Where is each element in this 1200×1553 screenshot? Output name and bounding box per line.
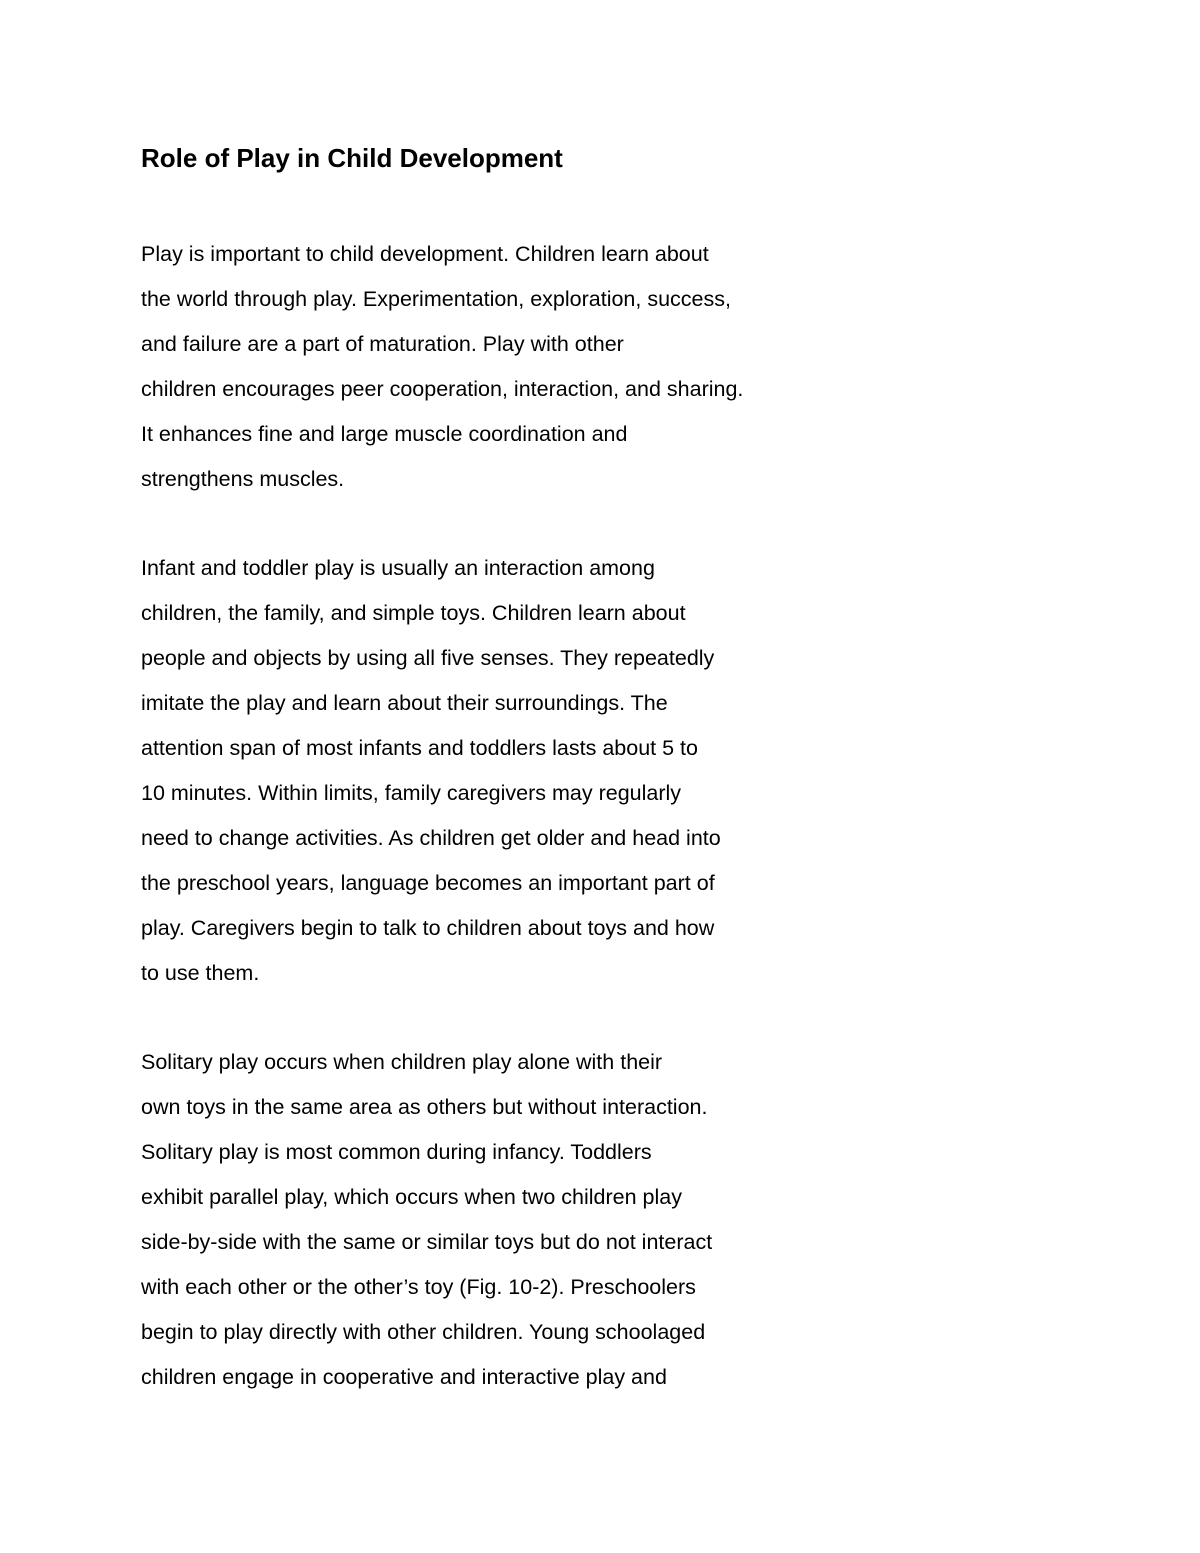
paragraph-1 — [141, 232, 743, 502]
paragraph-line: It enhances fine and large muscle coordination and — [141, 422, 628, 446]
paragraph-line: attention span of most infants and toddlers lasts about 5 to — [141, 736, 698, 760]
paragraph-line: own toys in the same area as others but without interaction. — [141, 1095, 708, 1119]
paragraph-line: children engage in cooperative and interactive play and — [141, 1365, 667, 1389]
paragraph-line: side-by-side with the same or similar toys but do not interact — [141, 1230, 713, 1254]
paragraph-line: the world through play. Experimentation, exploration, success, — [141, 287, 731, 311]
paragraph-line: need to change activities. As children get older and head into — [141, 826, 721, 850]
paragraph-line: children encourages peer cooperation, interaction, and sharing. — [141, 377, 744, 401]
document-title: Role of Play in Child Development — [141, 143, 563, 173]
paragraph-line: people and objects by using all five senses. They repeatedly — [141, 646, 715, 670]
paragraph-line: Solitary play is most common during infancy. Toddlers — [141, 1140, 652, 1164]
paragraph-line: strengthens muscles. — [141, 467, 345, 491]
paragraph-line: Infant and toddler play is usually an interaction among — [141, 556, 655, 580]
paragraph-line: to use them. — [141, 961, 260, 985]
paragraph-line: Play is important to child development. Children learn about — [141, 242, 709, 266]
paragraph-line: play. Caregivers begin to talk to children about toys and how — [141, 916, 715, 940]
paragraph-2 — [141, 546, 721, 996]
paragraph-line: Solitary play occurs when children play alone with their — [141, 1050, 663, 1074]
paragraph-line: children, the family, and simple toys. Children learn about — [141, 601, 686, 625]
paragraph-line: the preschool years, language becomes an important part of — [141, 871, 715, 895]
paragraph-line: and failure are a part of maturation. Play with other — [141, 332, 624, 356]
paragraph-line: 10 minutes. Within limits, family caregivers may regularly — [141, 781, 682, 805]
paragraph-3 — [141, 1040, 712, 1400]
paragraph-line: imitate the play and learn about their surroundings. The — [141, 691, 668, 715]
paragraph-line: exhibit parallel play, which occurs when two children play — [141, 1185, 682, 1209]
paragraph-line: begin to play directly with other children. Young schoolaged — [141, 1320, 706, 1344]
paragraph-line: with each other or the other’s toy (Fig. 10-2). Preschoolers — [141, 1275, 696, 1299]
